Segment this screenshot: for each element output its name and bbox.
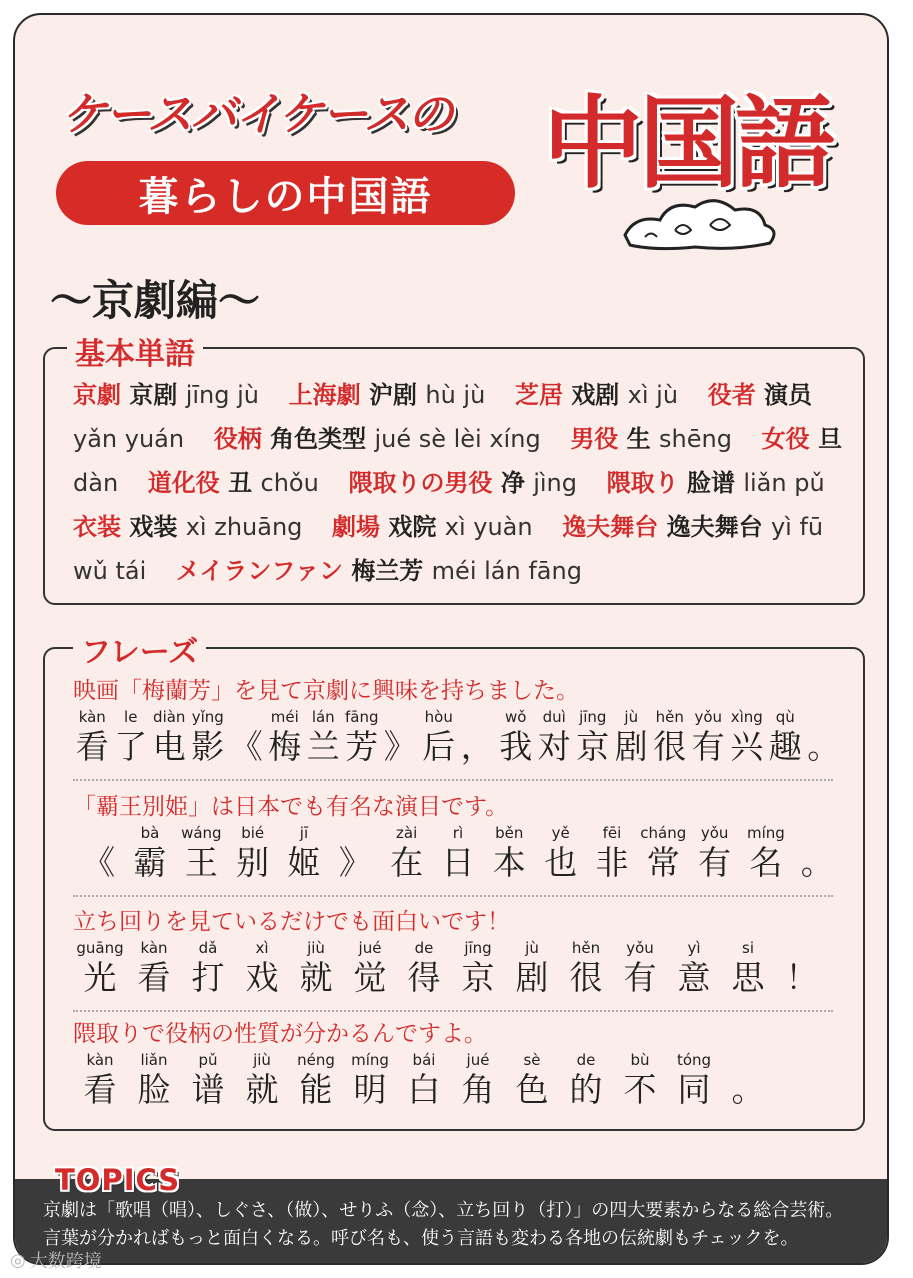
hanzi-with-pinyin: [432, 823, 483, 883]
pinyin: hòu: [424, 708, 453, 726]
pinyin: wáng: [181, 824, 222, 842]
phrase-japanese: 立ち回りを見ているだけでも面白いです！: [73, 909, 510, 935]
hanzi-with-pinyin: [721, 938, 775, 998]
vocab-jp: 女役: [761, 425, 818, 453]
vocab-zh: 戏院: [388, 513, 445, 541]
hanzi: 看: [75, 727, 109, 766]
phrase-japanese: 隈取りで役柄の性質が分かるんですよ。: [73, 1021, 487, 1047]
vocab-zh: 戏装: [129, 513, 186, 541]
phrase-chinese: [73, 823, 843, 883]
hanzi-with-pinyin: [112, 707, 151, 767]
pinyin: de: [414, 939, 434, 957]
hanzi-with-pinyin: [127, 1050, 181, 1110]
hanzi: 色: [515, 1070, 549, 1109]
vocab-jp: 道化役: [147, 469, 229, 497]
hanzi-with-pinyin: [227, 823, 278, 883]
vocab-pinyin: xì yuàn: [444, 513, 533, 541]
pinyin: hěn: [571, 939, 601, 957]
vocab-list: [73, 373, 849, 593]
pinyin: jī: [299, 824, 309, 842]
pinyin: jiù: [253, 1051, 271, 1069]
vocab-zh: 丑: [228, 469, 261, 497]
vocab-pinyin: jìng: [533, 469, 577, 497]
hanzi-with-pinyin: [535, 823, 586, 883]
hanzi: 电: [152, 727, 186, 766]
cloud-icon: [615, 185, 785, 255]
hanzi: 趣: [768, 727, 802, 766]
pinyin: jué: [358, 939, 382, 957]
hanzi: 能: [299, 1070, 333, 1109]
phrase-chinese: [73, 707, 843, 767]
vocab-label: 基本単語: [67, 329, 203, 373]
hanzi: 就: [245, 1070, 279, 1109]
hanzi: 有: [623, 958, 657, 997]
topics-line-2: 言葉が分かればもっと面白くなる。呼び名も、使う言語も変わる各地の伝統劇もチェックを。: [43, 1228, 799, 1249]
vocab-pinyin: jīng jù: [185, 381, 260, 409]
hanzi: 。: [800, 843, 834, 882]
hanzi-with-pinyin: [343, 707, 382, 767]
hanzi: 很: [569, 958, 603, 997]
hanzi: 梅: [268, 727, 302, 766]
vocab-jp: 男役: [570, 425, 627, 453]
vocab-zh: 净: [500, 469, 534, 497]
pinyin: míng: [747, 824, 785, 842]
hanzi: 了: [114, 727, 148, 766]
hanzi-with-pinyin: [505, 1050, 559, 1110]
hanzi-with-pinyin: [535, 707, 574, 767]
vocab-jp: 役柄: [213, 425, 271, 453]
pinyin: běn: [495, 824, 524, 842]
hanzi-with-pinyin: [73, 823, 124, 883]
hanzi-with-pinyin: [304, 707, 343, 767]
pinyin: rì: [452, 824, 464, 842]
vocab-pinyin: yǎn yuán: [73, 425, 185, 453]
hanzi-with-pinyin: [278, 823, 329, 883]
pinyin: si: [742, 939, 754, 957]
phrase-divider: [73, 895, 833, 897]
vocab-zh: 沪剧: [369, 381, 426, 409]
hanzi: 后: [422, 727, 456, 766]
topics-line-1: 京劇は「歌唱（唱）、しぐさ、（做）、せりふ（念）、立ち回り（打）」の四大要素からなる総合芸術。: [43, 1200, 844, 1221]
hanzi: 日: [441, 843, 475, 882]
vocab-pinyin: xì zhuāng: [185, 513, 303, 541]
pinyin: pǔ: [198, 1051, 218, 1069]
pinyin: cháng: [640, 824, 687, 842]
pinyin: méi: [270, 708, 299, 726]
hanzi-with-pinyin: [667, 938, 721, 998]
hanzi-with-pinyin: [451, 938, 505, 998]
vocab-zh: 戏剧: [571, 381, 628, 409]
pinyin: fēi: [602, 824, 622, 842]
hanzi: 兰: [306, 727, 340, 766]
vocab-pinyin: jué sè lèi xíng: [374, 425, 541, 453]
phrase-chinese: [73, 938, 843, 998]
phrase-chinese: [73, 1050, 843, 1110]
hanzi: 思: [731, 958, 765, 997]
hanzi: 影: [191, 727, 225, 766]
vocab-jp: 上海劇: [288, 381, 370, 409]
hanzi: 就: [299, 958, 333, 997]
hanzi: 我: [499, 727, 533, 766]
hanzi: 意: [677, 958, 711, 997]
hanzi: 别: [236, 843, 270, 882]
phrase-japanese: 「覇王別姫」は日本でも有名な演目です。: [73, 794, 509, 820]
vocab-jp: 隈取り: [606, 469, 687, 497]
hanzi: 王: [184, 843, 218, 882]
hanzi: 明: [353, 1070, 387, 1109]
hanzi-with-pinyin: [181, 938, 235, 998]
pinyin: zài: [396, 824, 418, 842]
hanzi: ！: [785, 958, 819, 997]
hanzi-with-pinyin: [124, 823, 175, 883]
vocab-zh: 梅兰芳: [351, 557, 432, 585]
page-card: [13, 13, 889, 1265]
hanzi-with-pinyin: [667, 1050, 721, 1110]
pinyin: bái: [412, 1051, 436, 1069]
hanzi-with-pinyin: [613, 938, 667, 998]
vocab-zh: 旦: [817, 425, 842, 453]
hanzi-with-pinyin: [689, 823, 740, 883]
pinyin: yǒu: [694, 708, 723, 726]
hanzi-with-pinyin: [805, 707, 844, 767]
vocab-jp: 逸夫舞台: [562, 513, 667, 541]
hanzi-with-pinyin: [289, 938, 343, 998]
hanzi: 的: [569, 1070, 603, 1109]
hanzi: 《: [229, 727, 263, 766]
vocab-item: [176, 557, 582, 585]
hanzi-with-pinyin: [227, 707, 266, 767]
hanzi: 角: [461, 1070, 495, 1109]
hanzi-with-pinyin: [638, 823, 689, 883]
vocab-zh: 生: [626, 425, 660, 453]
pinyin: bà: [140, 824, 160, 842]
hanzi: 常: [646, 843, 680, 882]
hanzi-with-pinyin: [397, 938, 451, 998]
hanzi: 对: [537, 727, 571, 766]
phrases-label: フレーズ: [73, 627, 206, 671]
hanzi: 剧: [614, 727, 648, 766]
phrase-item: [73, 1020, 843, 1110]
pinyin: guāng: [76, 939, 124, 957]
series-title: ケースバイケースの: [61, 87, 452, 141]
vocab-zh: 逸夫舞台: [666, 513, 771, 541]
pinyin: jué: [466, 1051, 490, 1069]
hanzi-with-pinyin: [586, 823, 637, 883]
hanzi: 姬: [287, 843, 321, 882]
hanzi-with-pinyin: [73, 938, 127, 998]
phrase-item: [73, 793, 843, 883]
pinyin: lán: [311, 708, 335, 726]
vocab-zh: 演员: [764, 381, 813, 409]
pinyin: bù: [630, 1051, 650, 1069]
hanzi-with-pinyin: [792, 823, 843, 883]
pinyin: xìng: [730, 708, 763, 726]
vocab-jp: メイランファン: [175, 557, 352, 585]
hanzi: 非: [595, 843, 629, 882]
pinyin: yǒu: [700, 824, 729, 842]
hanzi-with-pinyin: [612, 707, 651, 767]
vocab-item: [570, 425, 732, 453]
hanzi: 看: [83, 1070, 117, 1109]
hanzi: 光: [83, 958, 117, 997]
hanzi-with-pinyin: [740, 823, 791, 883]
hanzi-with-pinyin: [289, 1050, 343, 1110]
hanzi-with-pinyin: [235, 1050, 289, 1110]
pinyin: néng: [297, 1051, 335, 1069]
hanzi-with-pinyin: [451, 1050, 505, 1110]
topics-label: TOPICS: [55, 1163, 181, 1197]
hanzi: 打: [191, 958, 225, 997]
pinyin: sè: [523, 1051, 541, 1069]
phrase-item: [73, 908, 843, 998]
hanzi-with-pinyin: [574, 707, 613, 767]
hanzi-with-pinyin: [189, 707, 228, 767]
pinyin: dǎ: [198, 939, 218, 957]
vocab-item: [148, 469, 319, 497]
main-title: 中国語: [543, 84, 831, 202]
hanzi-with-pinyin: [775, 938, 829, 998]
pinyin: xì: [255, 939, 269, 957]
vocab-pinyin: xì jù: [627, 381, 679, 409]
vocab-item: [515, 381, 678, 409]
hanzi-with-pinyin: [330, 823, 381, 883]
vocab-pinyin: liǎn pǔ: [743, 469, 825, 497]
hanzi-with-pinyin: [728, 707, 767, 767]
vocab-zh: 角色类型: [270, 425, 375, 453]
vocab-pinyin: chǒu: [260, 469, 319, 497]
pinyin: kàn: [140, 939, 168, 957]
pinyin: yǒu: [626, 939, 654, 957]
vocab-pinyin: hù jù: [425, 381, 486, 409]
hanzi: 也: [544, 843, 578, 882]
hanzi-with-pinyin: [73, 707, 112, 767]
hanzi-with-pinyin: [484, 823, 535, 883]
hanzi: 兴: [730, 727, 764, 766]
hanzi-with-pinyin: [176, 823, 227, 883]
vocab-jp: 隈取りの男役: [348, 469, 501, 497]
pinyin: kàn: [86, 1051, 114, 1069]
hanzi: 同: [677, 1070, 711, 1109]
phrase-japanese: 映画「梅蘭芳」を見て京劇に興味を持ちました。: [73, 678, 579, 704]
hanzi: 芳: [345, 727, 379, 766]
hanzi: 很: [653, 727, 687, 766]
watermark: [10, 1247, 102, 1273]
hanzi: 《: [82, 843, 116, 882]
vocab-zh: 脸谱: [686, 469, 744, 497]
hanzi-with-pinyin: [235, 938, 289, 998]
pinyin: de: [576, 1051, 596, 1069]
hanzi: 》: [383, 727, 417, 766]
pinyin: jīng: [464, 939, 492, 957]
hanzi: 剧: [515, 958, 549, 997]
hanzi-with-pinyin: [613, 1050, 667, 1110]
hanzi: 》: [338, 843, 372, 882]
vocab-zh: 京剧: [129, 381, 186, 409]
phrase-divider: [73, 779, 833, 781]
section-heading: 〜京劇編〜: [50, 276, 261, 325]
pinyin: liǎn: [140, 1051, 168, 1069]
hanzi: 本: [492, 843, 526, 882]
pinyin: qù: [775, 708, 795, 726]
hanzi-with-pinyin: [343, 938, 397, 998]
hanzi-with-pinyin: [73, 1050, 127, 1110]
pinyin: jiù: [307, 939, 325, 957]
hanzi-with-pinyin: [181, 1050, 235, 1110]
vocab-pinyin: dàn: [73, 469, 119, 497]
pinyin: jù: [525, 939, 539, 957]
hanzi: 有: [691, 727, 725, 766]
hanzi: 京: [576, 727, 610, 766]
hanzi: 戏: [245, 958, 279, 997]
pinyin: diàn: [153, 708, 186, 726]
hanzi: 不: [623, 1070, 657, 1109]
hanzi-with-pinyin: [150, 707, 189, 767]
hanzi-with-pinyin: [497, 707, 536, 767]
subtitle-pill: 暮らしの中国語: [56, 161, 515, 225]
pinyin: yǐng: [191, 708, 224, 726]
phrase-divider: [73, 1010, 833, 1012]
hanzi-with-pinyin: [127, 938, 181, 998]
vocab-pinyin: yì fū wǔ tái: [73, 513, 824, 585]
hanzi-with-pinyin: [458, 707, 497, 767]
hanzi-with-pinyin: [381, 707, 420, 767]
pinyin: wǒ: [505, 708, 527, 726]
vocab-jp: 京劇: [73, 381, 130, 409]
hanzi-with-pinyin: [266, 707, 305, 767]
hanzi: 看: [137, 958, 171, 997]
hanzi-with-pinyin: [721, 1050, 775, 1110]
pinyin: tóng: [676, 1051, 712, 1069]
pinyin: duì: [542, 708, 566, 726]
phrase-item: [73, 677, 843, 767]
vocab-item: [607, 469, 825, 497]
pinyin: jīng: [579, 708, 607, 726]
vocab-jp: 劇場: [332, 513, 389, 541]
hanzi-with-pinyin: [505, 938, 559, 998]
hanzi: 有: [698, 843, 732, 882]
hanzi: 白: [407, 1070, 441, 1109]
vocab-jp: 役者: [707, 381, 765, 409]
hanzi: 谱: [191, 1070, 225, 1109]
hanzi: 名: [749, 843, 783, 882]
hanzi-with-pinyin: [689, 707, 728, 767]
pinyin: bié: [241, 824, 265, 842]
topics-text: [43, 1197, 873, 1253]
pinyin: kàn: [78, 708, 106, 726]
vocab-pinyin: méi lán fāng: [431, 557, 582, 585]
hanzi: 。: [731, 1070, 765, 1109]
hanzi-with-pinyin: [559, 938, 613, 998]
vocab-jp: 芝居: [514, 381, 572, 409]
hanzi-with-pinyin: [651, 707, 690, 767]
hanzi: 京: [461, 958, 495, 997]
hanzi: 。: [807, 727, 841, 766]
vocab-item: [73, 513, 302, 541]
hanzi: 在: [390, 843, 424, 882]
pinyin: jù: [624, 708, 639, 726]
hanzi-with-pinyin: [559, 1050, 613, 1110]
vocab-item: [73, 381, 259, 409]
vocab-item: [289, 381, 486, 409]
watermark-icon: ◎: [10, 1249, 26, 1271]
vocab-jp: 衣装: [73, 513, 130, 541]
pinyin: fāng: [344, 708, 379, 726]
pinyin: yì: [687, 939, 701, 957]
hanzi: 脸: [137, 1070, 171, 1109]
hanzi: 觉: [353, 958, 387, 997]
hanzi-with-pinyin: [343, 1050, 397, 1110]
hanzi: ，: [460, 727, 494, 766]
hanzi-with-pinyin: [381, 823, 432, 883]
hanzi: 霸: [133, 843, 167, 882]
vocab-pinyin: shēng: [659, 425, 732, 453]
watermark-text: 大数跨境: [29, 1251, 102, 1272]
vocab-item: [332, 513, 533, 541]
pinyin: le: [124, 708, 138, 726]
hanzi-with-pinyin: [397, 1050, 451, 1110]
vocab-item: [214, 425, 541, 453]
vocab-item: [348, 469, 577, 497]
pinyin: míng: [351, 1051, 389, 1069]
pinyin: hěn: [655, 708, 684, 726]
hanzi: 得: [407, 958, 441, 997]
pinyin: yě: [551, 824, 570, 842]
hanzi-with-pinyin: [766, 707, 805, 767]
hanzi-with-pinyin: [420, 707, 459, 767]
